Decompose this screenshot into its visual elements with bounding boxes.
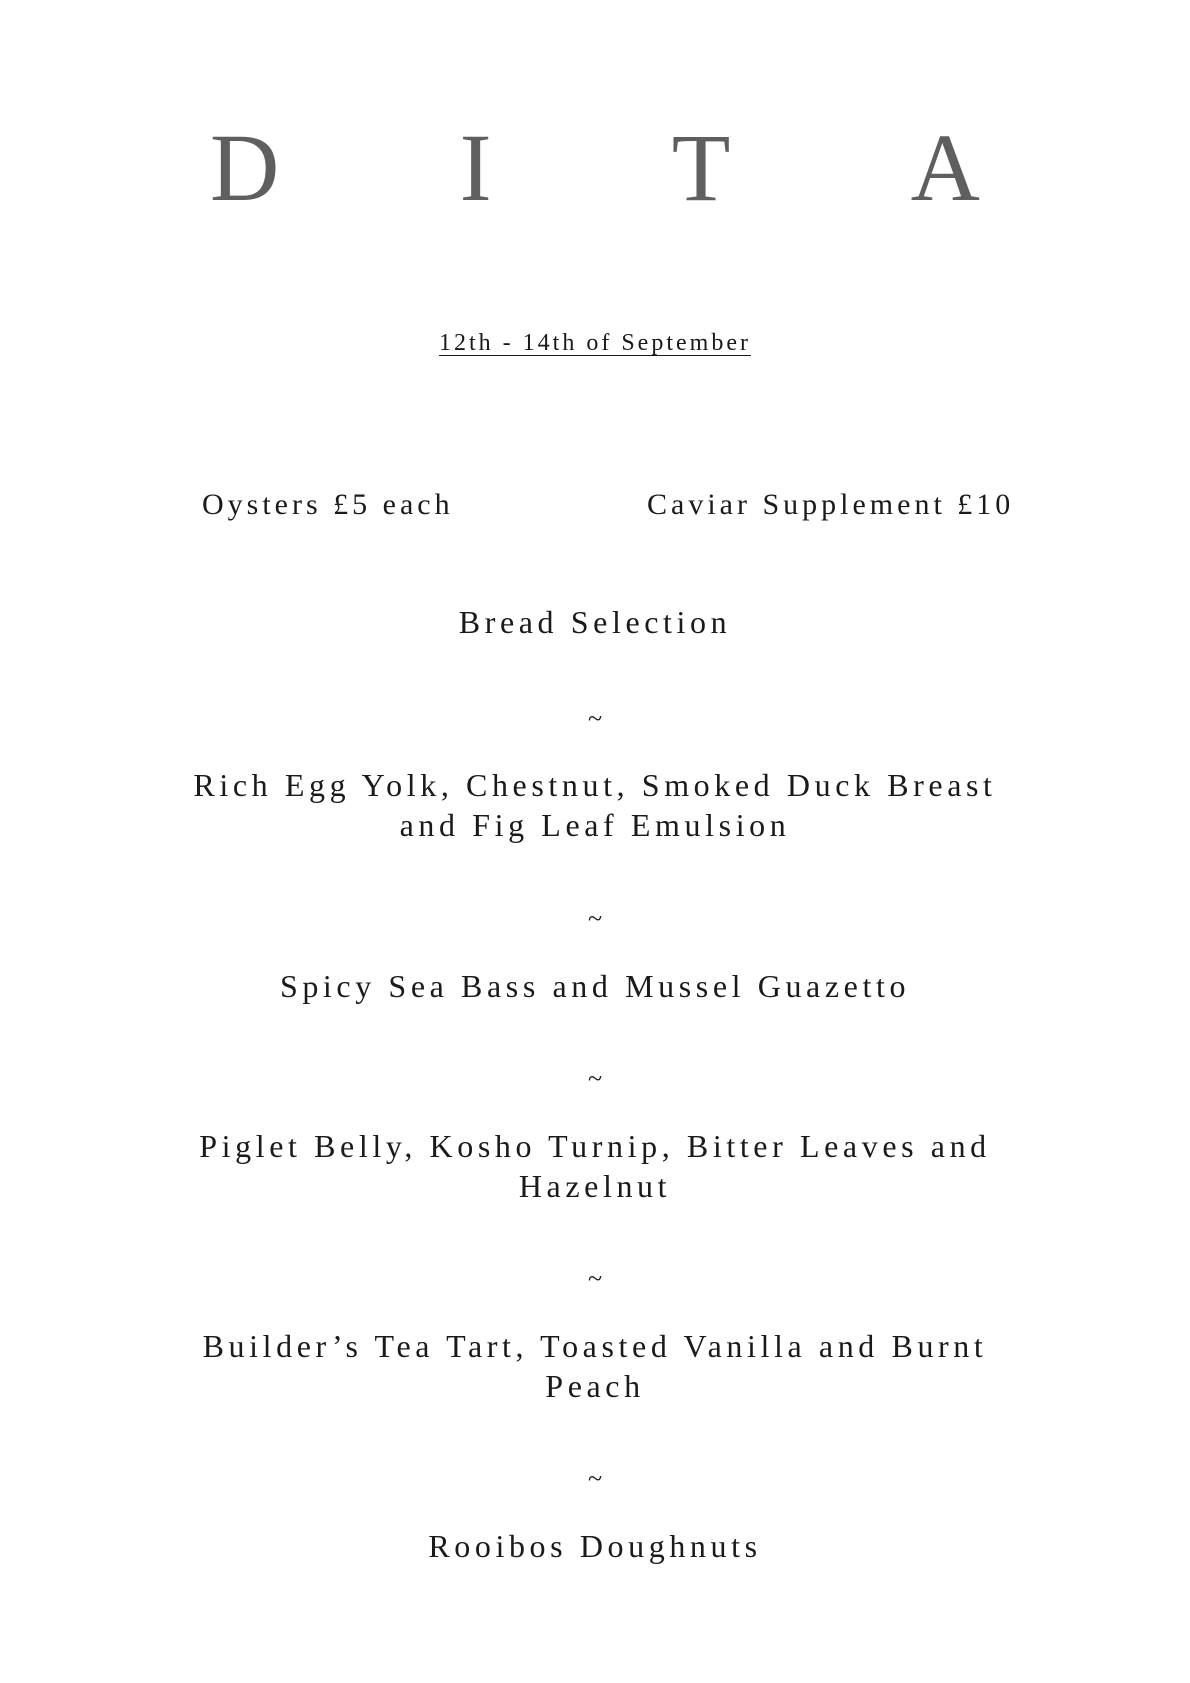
oysters-offer: Oysters £5 each xyxy=(202,488,454,521)
brand-letter: T xyxy=(671,114,731,221)
brand-letter: A xyxy=(910,114,980,221)
brand-letter: D xyxy=(210,114,280,221)
course-line: Rooibos Doughnuts xyxy=(428,1528,762,1564)
course-line: Bread Selection xyxy=(458,604,732,640)
course-line: Rich Egg Yolk, Chestnut, Smoked Duck Breast xyxy=(193,767,997,803)
course-separator: ~ xyxy=(587,904,603,933)
course-piglet-belly xyxy=(100,1126,1090,1206)
course-tea-tart xyxy=(100,1326,1090,1406)
course-separator: ~ xyxy=(587,1464,603,1493)
course-separator: ~ xyxy=(587,1064,603,1093)
caviar-supplement: Caviar Supplement £10 xyxy=(647,488,1015,521)
course-bread xyxy=(100,602,1090,642)
course-separator: ~ xyxy=(587,1264,603,1293)
course-line: and Fig Leaf Emulsion xyxy=(399,807,791,843)
course-line: Piglet Belly, Kosho Turnip, Bitter Leaves and xyxy=(199,1128,991,1164)
menu-dates-text: 12th - 14th of September xyxy=(439,330,751,356)
course-line: Builder’s Tea Tart, Toasted Vanilla and Burnt xyxy=(202,1328,988,1364)
course-line: Spicy Sea Bass and Mussel Guazetto xyxy=(279,968,911,1004)
menu-dates xyxy=(0,330,1190,357)
course-doughnuts xyxy=(100,1526,1090,1566)
course-separator: ~ xyxy=(587,704,603,733)
course-egg-yolk xyxy=(100,765,1090,845)
course-line: Hazelnut xyxy=(518,1168,672,1204)
course-sea-bass xyxy=(100,966,1090,1006)
course-line: Peach xyxy=(545,1368,645,1404)
restaurant-name xyxy=(210,114,980,221)
brand-letter: I xyxy=(459,114,492,221)
